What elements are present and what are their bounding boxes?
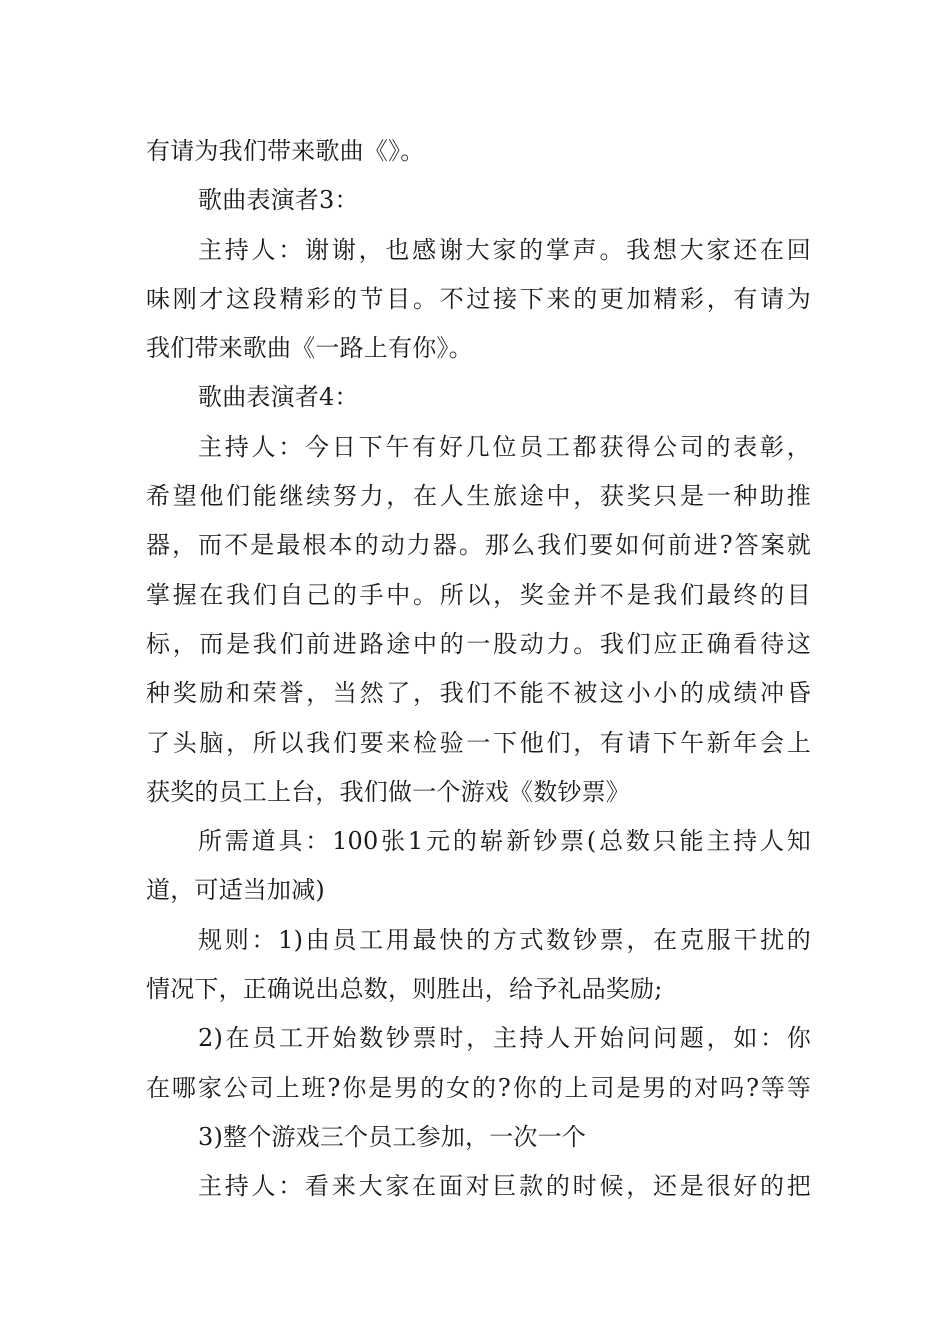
text-line: 所需道具：100张1元的崭新钞票(总数只能主持人知 [198, 827, 811, 856]
text-line: 2)在员工开始数钞票时，主持人开始问问题，如：你 [198, 1024, 811, 1053]
text-line: 道，可适当加减) [146, 876, 325, 905]
text-line: 了头脑，所以我们要来检验一下他们，有请下午新年会上 [146, 728, 811, 757]
text-line: 有请为我们带来歌曲《》。 [146, 137, 425, 165]
text-line: 味刚才这段精彩的节目。不过接下来的更加精彩，有请为 [146, 284, 811, 313]
text-line: 歌曲表演者4： [198, 383, 359, 412]
text-line: 主持人：谢谢，也感谢大家的掌声。我想大家还在回 [198, 235, 811, 264]
text-line: 主持人：看来大家在面对巨款的时候，还是很好的把 [198, 1172, 811, 1201]
text-line: 在哪家公司上班?你是男的女的?你的上司是男的对吗?等等 [146, 1073, 811, 1102]
document-body [146, 127, 811, 1212]
text-line: 种奖励和荣誉，当然了，我们不能不被这小小的成绩冲昏 [146, 679, 811, 708]
text-line: 情况下，正确说出总数，则胜出，给予礼品奖励; [146, 975, 663, 1004]
text-line: 获奖的员工上台，我们做一个游戏《数钞票》 [146, 777, 630, 806]
text-line: 3)整个游戏三个员工参加，一次一个 [198, 1122, 587, 1151]
text-line: 主持人：今日下午有好几位员工都获得公司的表彰， [198, 432, 811, 461]
text-line: 歌曲表演者3： [198, 186, 359, 215]
text-line: 规则：1)由员工用最快的方式数钞票，在克服干扰的 [198, 925, 811, 954]
text-line: 掌握在我们自己的手中。所以，奖金并不是我们最终的目 [146, 580, 811, 609]
text-line: 器，而不是最根本的动力器。那么我们要如何前进?答案就 [146, 531, 811, 560]
text-line: 我们带来歌曲《一路上有你》。 [146, 334, 473, 363]
text-line: 希望他们能继续努力，在人生旅途中，获奖只是一种助推 [146, 482, 811, 511]
text-line: 标，而是我们前进路途中的一股动力。我们应正确看待这 [146, 629, 811, 658]
